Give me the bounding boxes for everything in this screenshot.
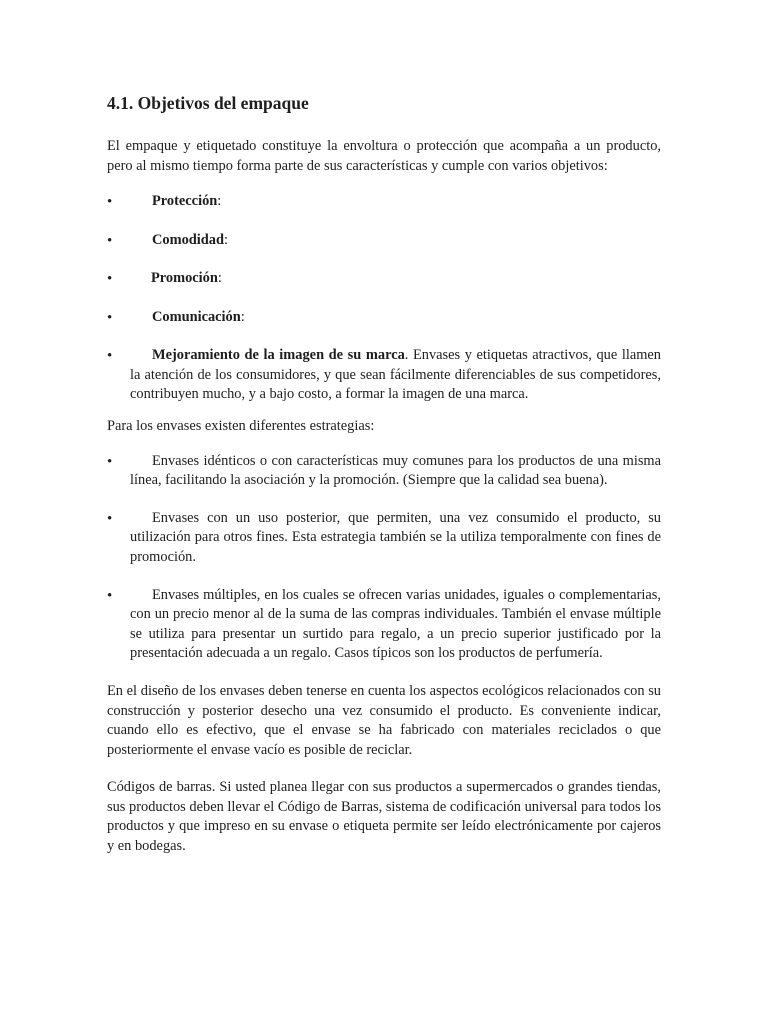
objective-term: Comunicación	[152, 308, 241, 325]
list-item	[107, 452, 661, 491]
strategies-intro: Para los envases existen diferentes estrategias:	[107, 417, 375, 434]
list-item	[107, 586, 661, 664]
list-item	[107, 346, 661, 405]
objective-colon: :	[223, 231, 228, 248]
list-item	[107, 192, 661, 231]
objective-term: Protección	[152, 193, 218, 210]
brand-term: Mejoramiento de la imagen de su marca	[152, 347, 405, 364]
strategies-list	[107, 452, 661, 664]
strategy-text: Envases con un uso posterior, que permiten, una vez consumido el producto, su utilización para otros fines. Esta estrategia también se la utiliza temporalmente con fines de promoción.	[130, 509, 661, 565]
brand-list	[107, 346, 661, 405]
list-item	[107, 509, 661, 568]
objective-colon: :	[217, 193, 222, 210]
document-body	[107, 91, 661, 857]
strategy-text: Envases idénticos o con características muy comunes para los productos de una misma línea, facilitando la asociación y la promoción. (Siempre que la calidad sea buena).	[130, 452, 661, 489]
objective-colon: :	[217, 270, 222, 287]
bullet-icon: •	[107, 194, 113, 211]
list-item	[107, 231, 661, 270]
barcodes-paragraph: Códigos de barras. Si usted planea llegar con sus productos a supermercados o grandes tiendas, sus productos deben llevar el Código de Barras, sistema de codificación universal para todos los productos y que impreso en su envase o etiqueta permite ser leído electrónicamente por cajeros y en bodegas.	[107, 779, 661, 855]
bullet-icon: •	[107, 309, 113, 326]
bullet-icon: •	[107, 587, 113, 604]
list-item	[107, 308, 661, 347]
objectives-list	[107, 192, 661, 346]
ecology-paragraph: En el diseño de los envases deben tenerse en cuenta los aspectos ecológicos relacionados con su construcción y posterior desecho una vez consumido el producto. Es conveniente indicar, cuando ello es efectivo, que el envase se ha fabricado con materiales reciclados o que posteriormente el envase vacío es posible de reciclar.	[107, 682, 661, 758]
bullet-icon: •	[107, 348, 113, 365]
objective-term: Promoción	[151, 270, 218, 287]
objective-term: Comodidad	[152, 231, 224, 248]
section-heading: 4.1. Objetivos del empaque	[107, 93, 309, 113]
bullet-icon: •	[107, 271, 113, 288]
bullet-icon: •	[107, 510, 113, 527]
list-item	[107, 269, 661, 308]
strategy-text: Envases múltiples, en los cuales se ofrecen varias unidades, iguales o complementarias, con un precio menor al de la suma de las compras individuales. También el envase múltiple se utiliza para presentar un surtido para regalo, a un precio superior justificado por la presentación adecuada a un regalo. Casos típicos son los productos de perfumería.	[130, 586, 661, 662]
bullet-icon: •	[107, 453, 113, 470]
brand-text: . Envases y etiquetas atractivos, que llamen la atención de los consumidores, y que sean fácilmente diferenciables de sus competidores, contribuyen mucho, y a bajo costo, a formar la imagen de una marca.	[130, 347, 661, 403]
bullet-icon: •	[107, 232, 113, 249]
objective-colon: :	[240, 308, 245, 325]
intro-paragraph: El empaque y etiquetado constituye la envoltura o protección que acompaña a un producto, pero al mismo tiempo forma parte de sus características y cumple con varios objetivos:	[107, 138, 661, 174]
